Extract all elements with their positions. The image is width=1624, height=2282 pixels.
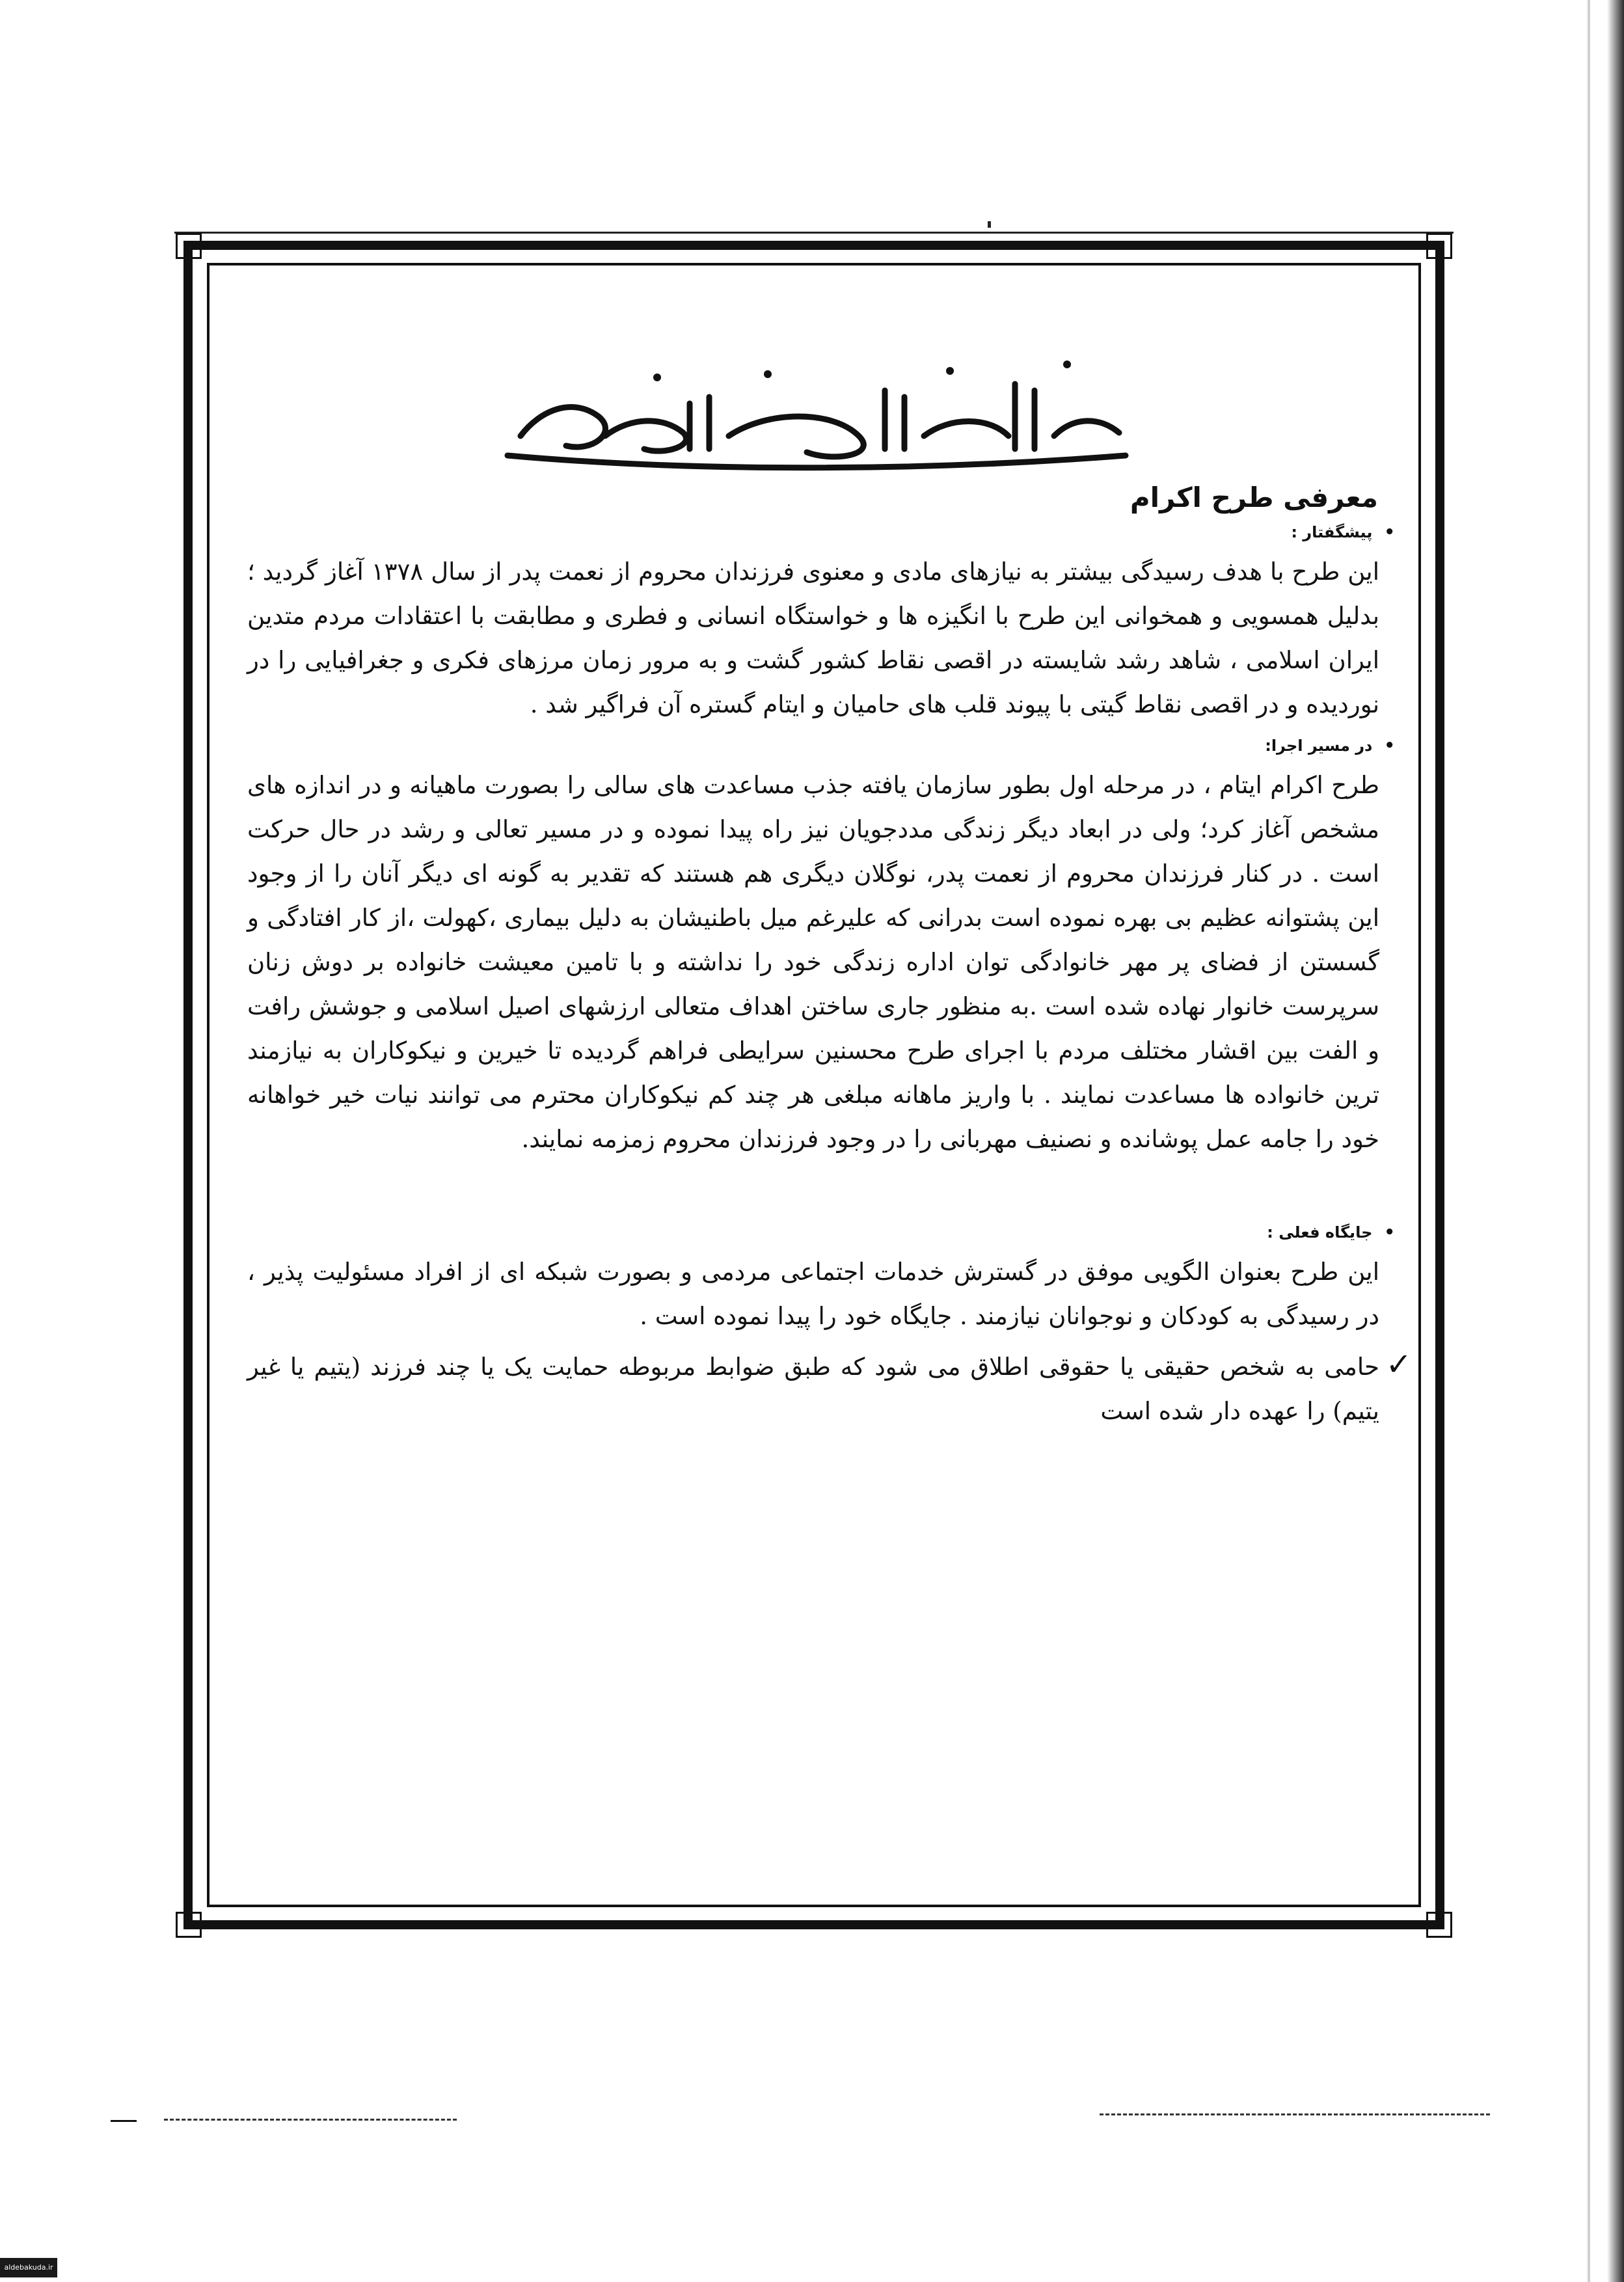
checkmark-icon: ✓ — [1385, 1346, 1412, 1383]
section-gap — [247, 1168, 1379, 1214]
top-mark — [988, 221, 991, 228]
frame-top-line — [174, 232, 1454, 234]
section-heading-implementation — [247, 736, 1395, 755]
bullet-icon: • — [1384, 523, 1395, 542]
frame-corner-top-left — [176, 233, 202, 259]
paragraph-implementation: طرح اکرام ایتام ، در مرحله اول بطور سازمان یافته جذب مساعدت های سالی را بصورت ماهیانه و در اندازه های مشخص آغاز کرد؛ ولی در ابعاد دیگر زندگی مددجویان نیز راه پیدا نموده و در مسیر تعالی و رشد در حال حرکت است . در کنار فرزندان محروم از نعمت پدر، نوگلان دیگری هم هستند که تقدیر به گونه ای دیگر آنان را از وجود این پشتوانه عظیم بی بهره نموده است بدرانی که علیرغم میل باطنیشان به دلیل بیماری ،کهولت ،از کار افتادگی و گسستن از فضای پر مهر خانوادگی توان اداره زندگی خود را نداشته و با تامین معیشت خانواده بر دوش زنان سرپرست خانوار نهاده شده است .به منظور جاری ساختن اهداف متعالی ارزشهای اصیل اسلامی و جوشش رافت و الفت بین اقشار مختلف مردم با اجرای طرح محسنین سرایطی فراهم گردیده تا خیرین و نیکوکاران به نیازمند ترین خانواده ها مساعدت نمایند . با واریز ماهانه مبلغی هر چند کم نیکوکاران محترم می توانند نیات خیر خواهانه خود را جامه عمل پوشانده و نصنیف مهربانی را در وجود فرزندان محروم زمزمه نمایند. — [247, 771, 1379, 1153]
paragraph-status: این طرح بعنوان الگویی موفق در گسترش خدمات اجتماعی مردمی و بصورت شبکه ای از افراد مسئولیت پذیر ، در رسیدگی به کودکان و نوجوانان نیازمند . جایگاه خود را پیدا نموده است . — [247, 1258, 1379, 1330]
section-heading-preface — [247, 523, 1395, 542]
footer-rule-right — [1100, 2113, 1490, 2117]
scan-edge-line — [1588, 0, 1590, 2282]
paragraph-preface: این طرح با هدف رسیدگی بیشتر به نیازهای مادی و معنوی فرزندان محروم از نعمت پدر از سال ۱۳۷۸ آغاز گردید ؛ بدلیل همسویی و همخوانی این طرح با انگیزه ها و خواستگاه انسانی و فطری و مطابقت با اعتقادات مردم متدین ایران اسلامی ، شاهد رشد شایسته در اقصی نقاط کشور گشت و به مرور زمان مرزهای فکری و جغرافیایی را در نوردیده و در اقصی نقاط گیتی با پیوند قلب های حامیان و ایتام گستره آن فراگیر شد . — [247, 558, 1379, 718]
section-heading-status-label: جایگاه فعلی : — [1267, 1223, 1373, 1242]
basmala-calligraphy — [494, 338, 1139, 475]
definition-item — [247, 1345, 1412, 1440]
frame-corner-bottom-right — [1426, 1912, 1452, 1938]
section-heading-implementation-label: در مسیر اجرا: — [1265, 737, 1373, 755]
footer-rule-left — [164, 2119, 457, 2122]
paragraph-definition: حامی به شخص حقیقی یا حقوقی اطلاق می شود که طبق ضوابط مربوطه حمایت یک یا چند فرزند (یتیم یا غیر یتیم) را عهده دار شده است — [247, 1353, 1379, 1425]
footer-rule-short — [111, 2120, 137, 2122]
document-body — [247, 482, 1412, 1440]
watermark-stamp: aldebakuda.ir — [0, 2258, 57, 2277]
scan-edge — [1607, 0, 1624, 2282]
bullet-icon: • — [1384, 1223, 1395, 1242]
bullet-icon: • — [1384, 736, 1395, 755]
page-title: معرفی طرح اکرام — [1130, 482, 1378, 513]
frame-corner-bottom-left — [176, 1912, 202, 1938]
section-heading-status — [247, 1223, 1395, 1242]
frame-corner-top-right — [1426, 233, 1452, 259]
section-heading-preface-label: پیشگفتار : — [1291, 523, 1373, 541]
